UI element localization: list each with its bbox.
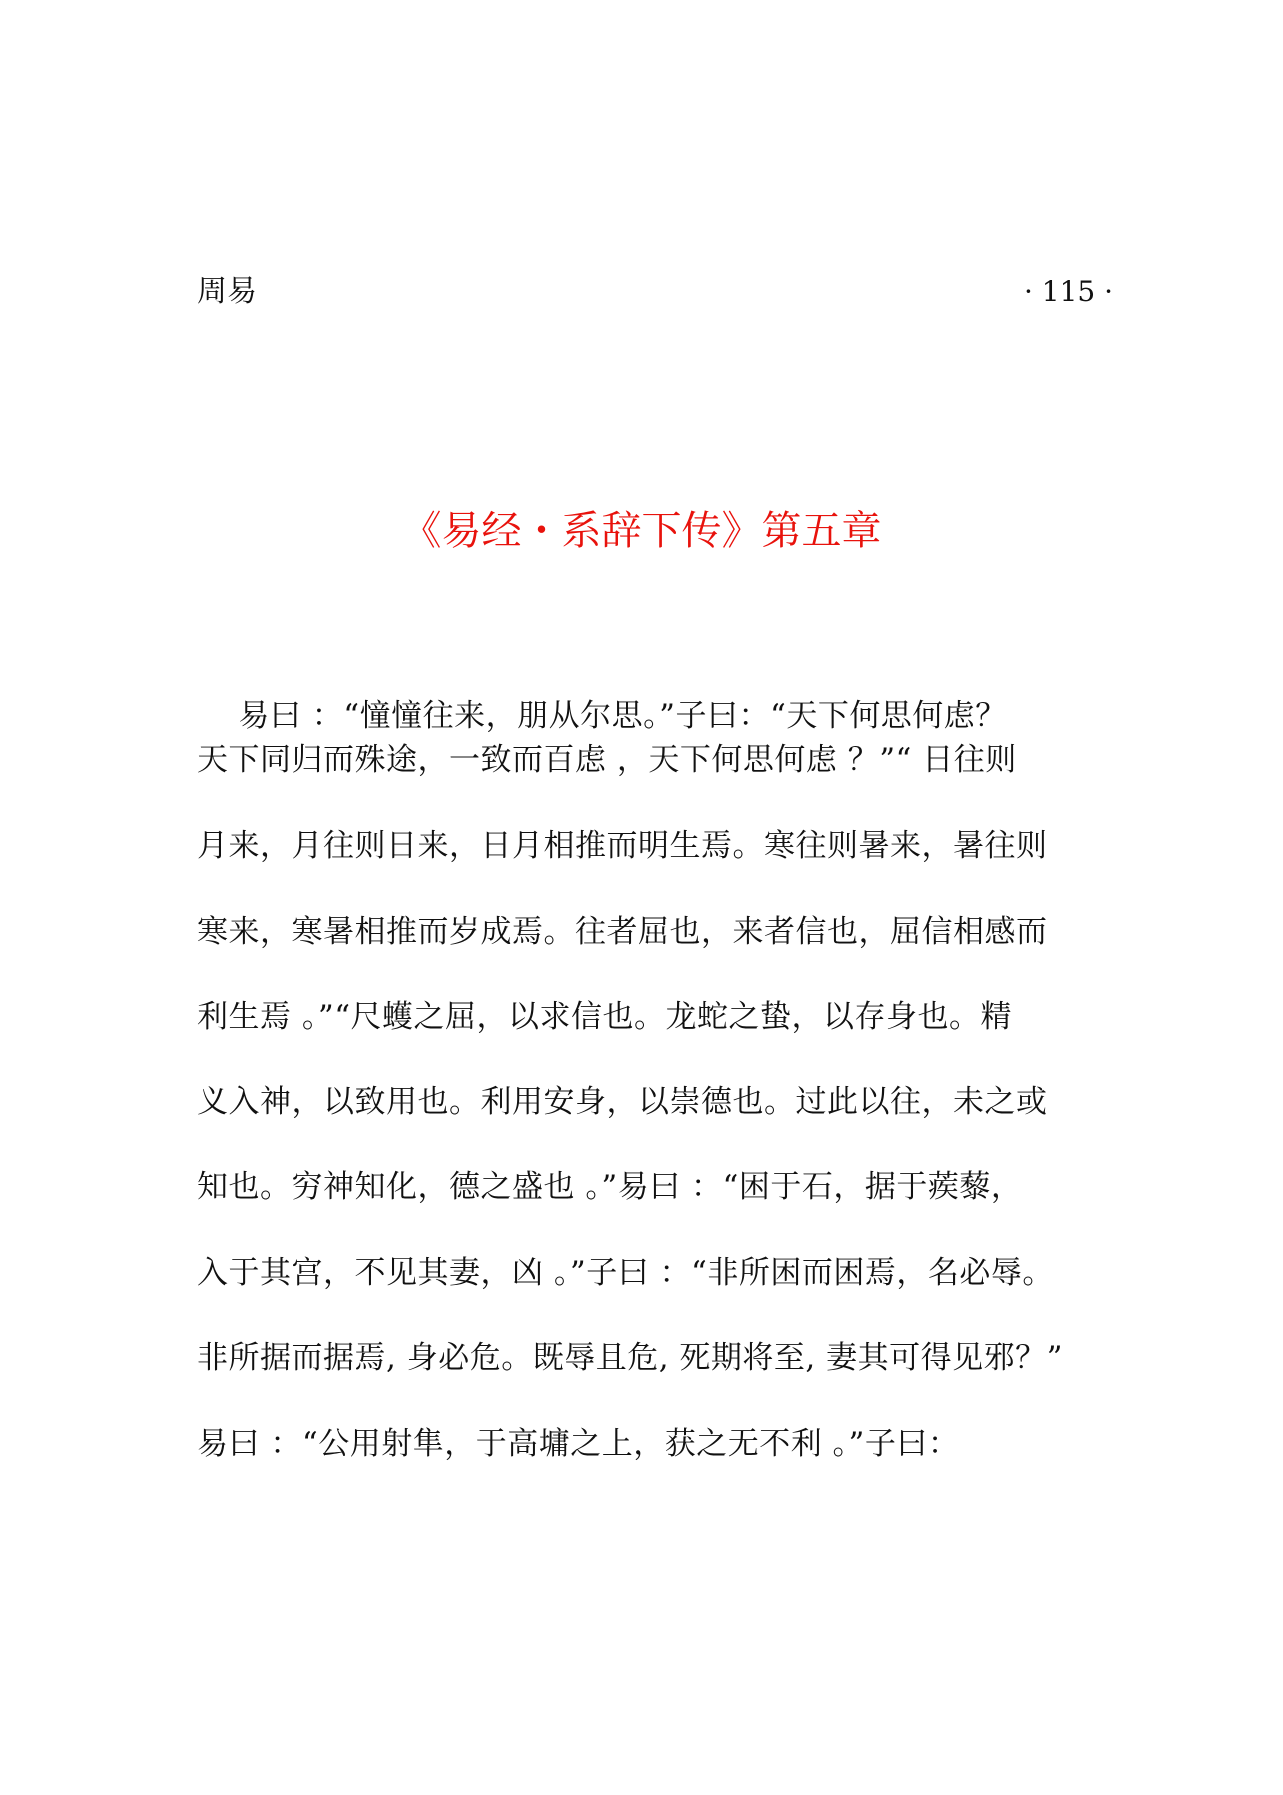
text-line: 入于其宫，不见其妻，凶 。”子曰 ：“非所困而困焉，名必辱。 <box>197 1255 1054 1291</box>
text-line: 易曰 ：“憧憧往来，朋从尔思。”子曰：“天下何思何虑？ <box>197 698 1007 734</box>
book-title: 周易 <box>197 274 257 309</box>
text-line: 知也。穷神知化，德之盛也 。”易曰 ：“困于石，据于蒺藜， <box>197 1169 1023 1205</box>
text-line: 非所据而据焉, 身必危。既辱且危, 死期将至, 妻其可得见邪？” <box>197 1340 1063 1376</box>
page-number: · 115 · <box>1023 275 1113 308</box>
text-line: 义入神，以致用也。利用安身，以崇德也。过此以往，未之或 <box>197 1084 1048 1120</box>
text-line: 天下同归而殊途，一致而百虑 ，天下何思何虑 ？”“ 日往则 <box>197 742 1017 778</box>
text-line: 月来，月往则日来，日月相推而明生焉。寒往则暑来，暑往则 <box>197 828 1048 864</box>
text-line: 易曰 ：“公用射隼，于高墉之上，获之无不利 。”子曰： <box>197 1426 960 1462</box>
text-line: 利生焉 。”“尺蠖之屈，以求信也。龙蛇之蛰，以存身也。精 <box>197 999 1013 1035</box>
chapter-title: 《易经・系辞下传》第五章 <box>401 508 882 554</box>
text-line: 寒来，寒暑相推而岁成焉。往者屈也，来者信也，屈信相感而 <box>197 914 1048 950</box>
